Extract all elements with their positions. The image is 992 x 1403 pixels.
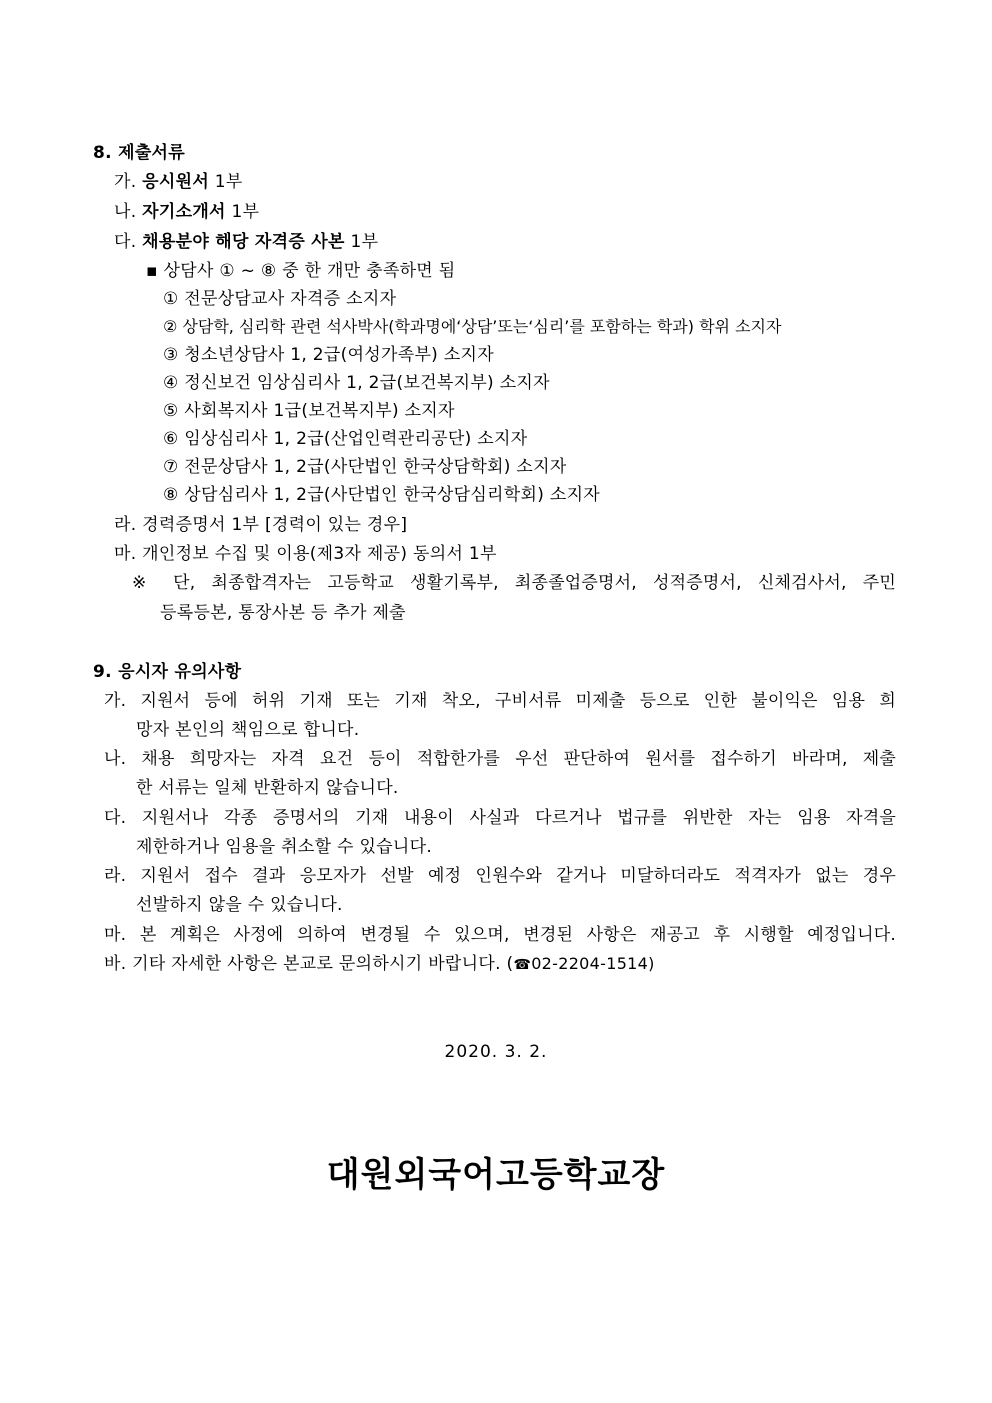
final-pass-note-line2: 등록등본, 통장사본 등 추가 제출 (160, 603, 406, 623)
qualification-8: ⑧ 상담심리사 1, 2급(사단법인 한국상담심리학회) 소지자 (163, 485, 601, 505)
section-9-item-da-line1: 다. 지원서나 각종 증명서의 기재 내용이 사실과 다르거나 법규를 위반한 자는 임용 자격을 (104, 808, 896, 828)
qualification-3: ③ 청소년상담사 1, 2급(여성가족부) 소지자 (163, 345, 494, 365)
qualification-2: ② 상담학, 심리학 관련 석사박사(학과명에‘상담’또는‘심리’를 포함하는 학과) 학위 소지자 (163, 317, 782, 336)
section-9-item-ra-line2: 선발하지 않을 수 있습니다. (136, 895, 343, 915)
section-9-item-ga-line2: 망자 본인의 책임으로 합니다. (136, 720, 360, 740)
section-9-item-ma: 마. 본 계획은 사정에 의하여 변경될 수 있으며, 변경된 사항은 재공고 후 시행할 예정입니다. (104, 925, 896, 945)
section-8-item-ra: 라. 경력증명서 1부 [경력이 있는 경우] (114, 515, 408, 535)
item-bold-label: 자기소개서 (142, 202, 226, 222)
counselor-note: ▪ 상담사 ① ~ ⑧ 중 한 개만 충족하면 됨 (146, 261, 456, 281)
qualification-4: ④ 정신보건 임상심리사 1, 2급(보건복지부) 소지자 (163, 373, 550, 393)
section-8-item-ga (114, 170, 243, 194)
section-8-item-ma: 마. 개인정보 수집 및 이용(제3자 제공) 동의서 1부 (114, 544, 497, 564)
item-marker: 가. (114, 172, 137, 192)
item-marker: 나. (114, 202, 137, 222)
section-9-item-na-line1: 나. 채용 희망자는 자격 요건 등이 적합한가를 우선 판단하여 원서를 접수하기 바라며, 제출 (104, 749, 896, 769)
item-rest: 1부 (344, 232, 379, 252)
section-9-item-na-line2: 한 서류는 일체 반환하지 않습니다. (136, 778, 399, 798)
section-8-title: 8. 제출서류 (93, 143, 185, 163)
item-rest: 1부 (209, 172, 243, 192)
item-rest: 1부 (225, 202, 260, 222)
qualification-1: ① 전문상담교사 자격증 소지자 (163, 289, 397, 309)
school-principal-signature: 대원외국어고등학교장 (326, 1155, 666, 1195)
section-9-item-ba (104, 952, 655, 977)
document-date: 2020. 3. 2. (444, 1042, 548, 1062)
section-9-item-da-line2: 제한하거나 임용을 취소할 수 있습니다. (136, 837, 433, 857)
qualification-7: ⑦ 전문상담사 1, 2급(사단법인 한국상담학회) 소지자 (163, 457, 567, 477)
section-9-item-ga-line1: 가. 지원서 등에 허위 기재 또는 기재 착오, 구비서류 미제출 등으로 인한 불이익은 임용 희 (104, 691, 896, 711)
section-9-item-ra-line1: 라. 지원서 접수 결과 응모자가 선발 예정 인원수와 같거나 미달하더라도 적격자가 없는 경우 (104, 866, 896, 886)
qualification-5: ⑤ 사회복지사 1급(보건복지부) 소지자 (163, 401, 455, 421)
item-marker: 다. (114, 232, 137, 252)
section-8-item-na (114, 200, 259, 224)
section-8-item-da (114, 230, 378, 254)
item-bold-label: 채용분야 해당 자격증 사본 (142, 232, 345, 252)
qualification-6: ⑥ 임상심리사 1, 2급(산업인력관리공단) 소지자 (163, 429, 528, 449)
item-bold-label: 응시원서 (142, 172, 210, 192)
final-pass-note-line1: ※ 단, 최종합격자는 고등학교 생활기록부, 최종졸업증명서, 성적증명서, 신체검사서, 주민 (132, 573, 896, 593)
section-9-title: 9. 응시자 유의사항 (93, 662, 242, 682)
phone-number: 02-2204-1514) (531, 954, 655, 973)
contact-text: 바. 기타 자세한 사항은 본교로 문의하시기 바랍니다. ( (104, 954, 514, 974)
phone-icon: ☎ (513, 957, 532, 973)
